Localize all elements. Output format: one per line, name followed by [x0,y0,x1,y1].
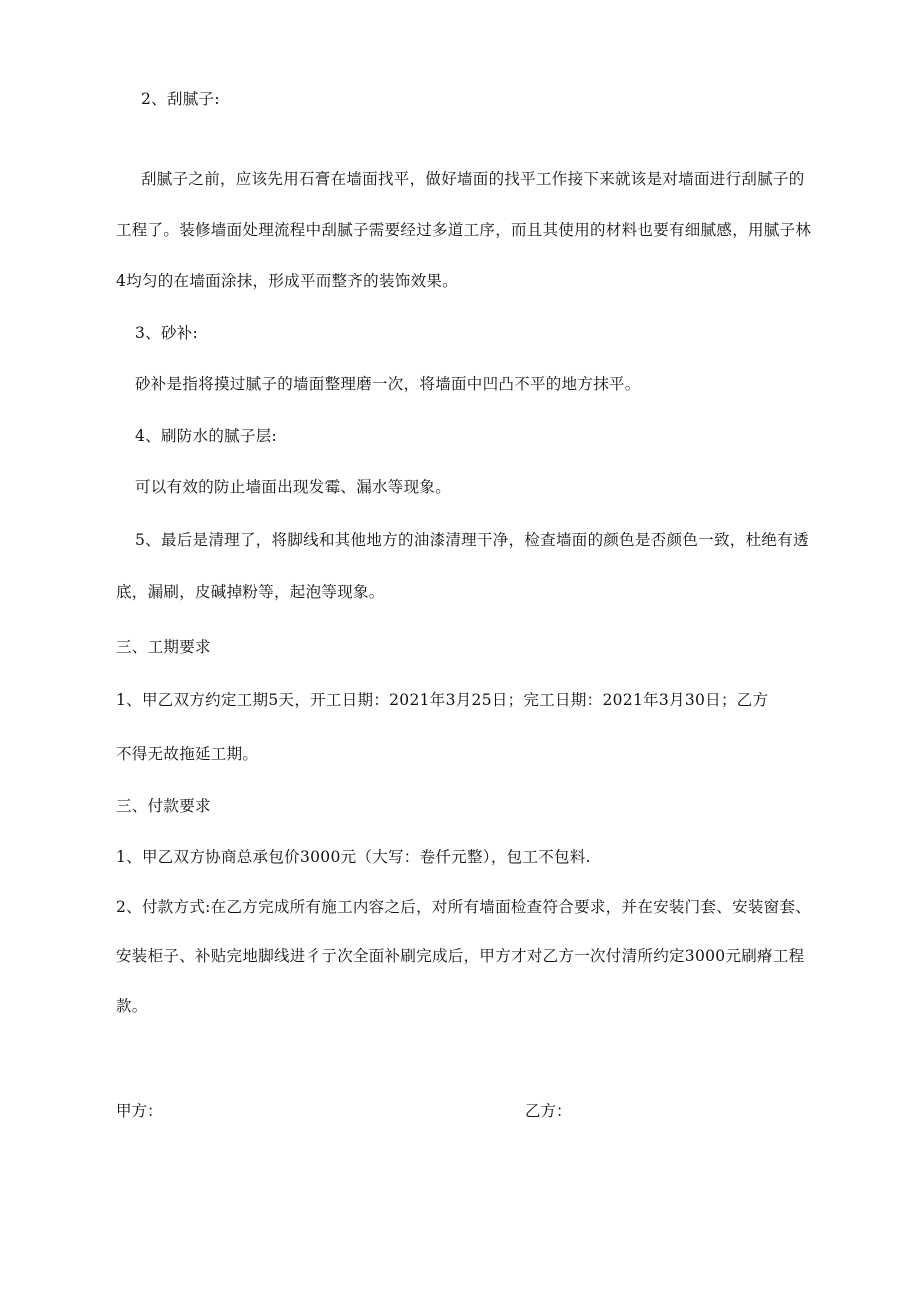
payment-item-1: 1、甲乙双方协商总承包价3000元（大写：卷仟元整），包工不包料. [116,848,591,866]
waterproof-heading: 4、刷防水的腻子层: [135,427,278,445]
payment-item-2-line-1: 2、付款方式:在乙方完成所有施工内容之后，对所有墙面检查符合要求，并在安装门套、安装窗套、 [116,898,812,916]
payment-item-2-line-3: 款。 [116,997,148,1015]
schedule-heading: 三、工期要求 [116,638,211,656]
putty-paragraph-line-3: 4均匀的在墙面涂抹，形成平而整齐的装饰效果。 [116,272,458,290]
sanding-paragraph: 砂补是指将摸过腻子的墙面整理磨一次，将墙面中凹凸不平的地方抹平。 [135,375,641,393]
schedule-line-1: 1、甲乙双方约定工期5天，开工日期：2021年3月25日；完工日期：2021年3月30日；乙方 [116,691,769,709]
cleanup-line-1: 5、最后是清理了，将脚线和其他地方的油漆清理干净，检查墙面的颜色是否颜色一致，杜绝有透 [135,531,809,549]
cleanup-line-2: 底，漏刷，皮碱掉粉等，起泡等现象。 [116,583,385,601]
party-a-signature-label: 甲方： [116,1102,163,1120]
payment-item-2-line-2: 安装柜子、补贴完地脚线进彳亍次全面补刷完成后，甲方才对乙方一次付清所约定3000元刷瘠工程 [116,947,805,965]
putty-heading: 2、刮腻子: [141,90,220,108]
sanding-heading: 3、砂补: [135,324,199,342]
payment-heading: 三、付款要求 [116,797,211,815]
waterproof-paragraph: 可以有效的防止墙面出现发霉、漏水等现象。 [135,478,452,496]
putty-paragraph-line-2: 工程了。装修墙面处理流程中刮腻子需要经过多道工序，而且其使用的材料也要有细腻感，用腻子林 [116,221,812,239]
party-b-signature-label: 乙方： [525,1102,572,1120]
putty-paragraph-line-1: 刮腻子之前，应该先用石膏在墙面找平，做好墙面的找平工作接下来就该是对墙面进行刮腻子的 [141,170,805,188]
schedule-line-2: 不得无故拖延工期。 [116,745,259,763]
